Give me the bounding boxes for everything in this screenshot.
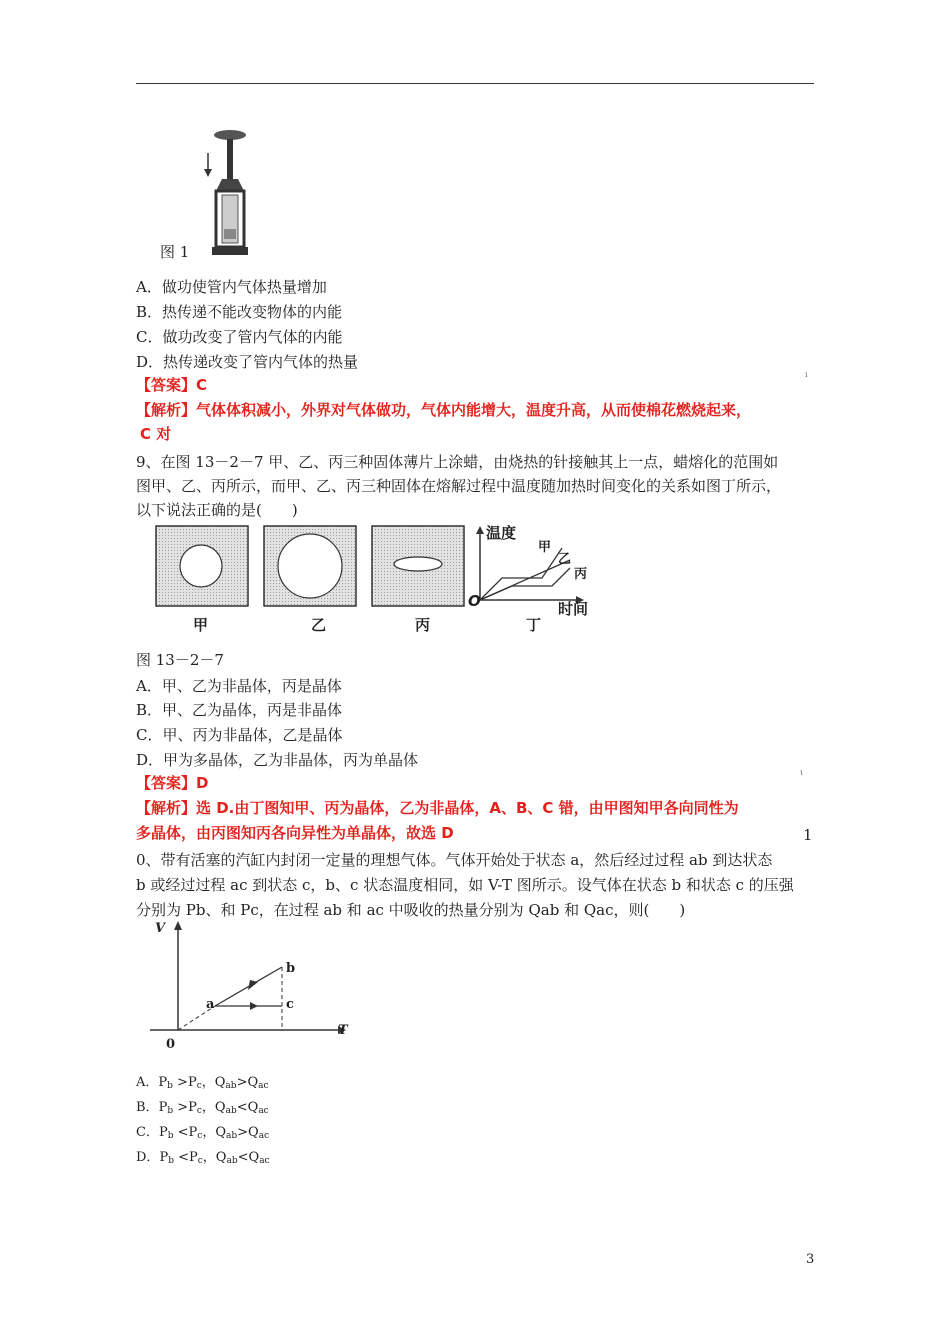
q10-option-d: D．$P_b <P_c$，$Q_{ab}<Q_{ac}$ bbox=[136, 1150, 270, 1166]
graph-ding-curve-label-bing: 丙 bbox=[574, 567, 588, 582]
graph-ding-curve-label-jia: 甲 bbox=[538, 540, 552, 555]
page-number: 3 bbox=[806, 1252, 815, 1267]
pump-illustration bbox=[200, 125, 260, 265]
process-ab bbox=[215, 967, 282, 1006]
curve-jia bbox=[480, 548, 562, 600]
vt-graph-origin: 0 bbox=[166, 1037, 176, 1052]
q9-answer: 【答案】D bbox=[136, 774, 209, 792]
q9-option-d: D．甲为多晶体，乙为非晶体，丙为单晶体 bbox=[136, 751, 419, 769]
vt-graph-point-c: c bbox=[286, 997, 294, 1012]
vt-graph-x-label: T bbox=[338, 1023, 348, 1038]
fig-label-yi: 乙 bbox=[311, 616, 327, 634]
plate-yi bbox=[264, 526, 356, 606]
q10-stem-line1: 0、带有活塞的汽缸内封闭一定量的理想气体。气体开始处于状态 a，然后经过过程 ab 到达状态 bbox=[136, 851, 773, 869]
plate-jia bbox=[156, 526, 248, 606]
q10-option-b: B．$P_b >P_c$，$Q_{ab}<Q_{ac}$ bbox=[136, 1100, 269, 1116]
q9-stem-line2: 图甲、乙、丙所示，而甲、乙、丙三种固体在熔解过程中温度随加热时间变化的关系如图丁所示， bbox=[136, 477, 782, 495]
header-rule bbox=[136, 83, 814, 84]
q8-option-b: B．热传递不能改变物体的内能 bbox=[136, 303, 343, 321]
q9-stem-line3: 以下说法正确的是( ) bbox=[136, 501, 298, 519]
fig-label-jia: 甲 bbox=[193, 616, 209, 634]
vt-graph-point-a: a bbox=[206, 997, 215, 1012]
q9-analysis-line2: 多晶体，由丙图知丙各向异性为单晶体，故选 D bbox=[136, 824, 454, 842]
q9-stem-line1: 9、在图 13－2－7 甲、乙、丙三种固体薄片上涂蜡，由烧热的针接触其上一点，蜡熔化的范围如 bbox=[136, 453, 779, 471]
graph-ding-curve-label-yi: 乙 bbox=[558, 552, 572, 567]
graph-ding-x-label: 时间 bbox=[558, 600, 589, 618]
q8-option-d: D．热传递改变了管内气体的热量 bbox=[136, 353, 359, 371]
margin-mark: ι bbox=[800, 768, 804, 777]
fig1-caption: 图 1 bbox=[160, 243, 190, 261]
fig-label-ding: 丁 bbox=[526, 616, 542, 634]
graph-ding-y-label: 温度 bbox=[486, 524, 517, 542]
q9-analysis-line1: 【解析】选 D.由丁图知甲、丙为晶体，乙为非晶体，A、B、C 错，由甲图知甲各向同性为 bbox=[136, 799, 739, 817]
graph-ding-origin: O bbox=[468, 592, 481, 610]
vt-graph-point-b: b bbox=[286, 961, 296, 976]
q10-number-fragment: 1 bbox=[803, 826, 813, 844]
q9-option-c: C．甲、丙为非晶体，乙是晶体 bbox=[136, 726, 343, 744]
q10-stem-line2: b 或经过过程 ac 到状态 c，b、c 状态温度相同，如 V-T 图所示。设气体在状态 b 和状态 c 的压强 bbox=[136, 876, 794, 894]
curve-bing bbox=[480, 568, 570, 600]
q8-option-a: A．做功使管内气体热量增加 bbox=[136, 278, 327, 296]
q10-option-a: A．$P_b >P_c$，$Q_{ab}>Q_{ac}$ bbox=[136, 1075, 269, 1091]
q8-answer: 【答案】C bbox=[136, 376, 208, 394]
plate-bing bbox=[372, 526, 464, 606]
margin-mark: ı bbox=[805, 370, 808, 379]
q8-analysis-line1: 【解析】气体体积减小，外界对气体做功，气体内能增大，温度升高，从而使棉花燃烧起来， bbox=[136, 401, 752, 419]
q10-option-c: C．$P_b <P_c$，$Q_{ab}>Q_{ac}$ bbox=[136, 1125, 270, 1141]
fig-label-bing: 丙 bbox=[415, 616, 431, 634]
vt-graph-y-label: V bbox=[155, 921, 166, 936]
q8-option-c: C．做功改变了管内气体的内能 bbox=[136, 328, 343, 346]
q9-option-b: B．甲、乙为晶体，丙是非晶体 bbox=[136, 701, 343, 719]
q9-option-a: A．甲、乙为非晶体，丙是晶体 bbox=[136, 677, 342, 695]
q8-analysis-line2: C 对 bbox=[140, 425, 172, 443]
q10-stem-line3: 分别为 Pb、和 Pc，在过程 ab 和 ac 中吸收的热量分别为 Qab 和 Qac，则( ) bbox=[136, 901, 686, 919]
q9-figure-caption: 图 13－2－7 bbox=[136, 651, 224, 669]
